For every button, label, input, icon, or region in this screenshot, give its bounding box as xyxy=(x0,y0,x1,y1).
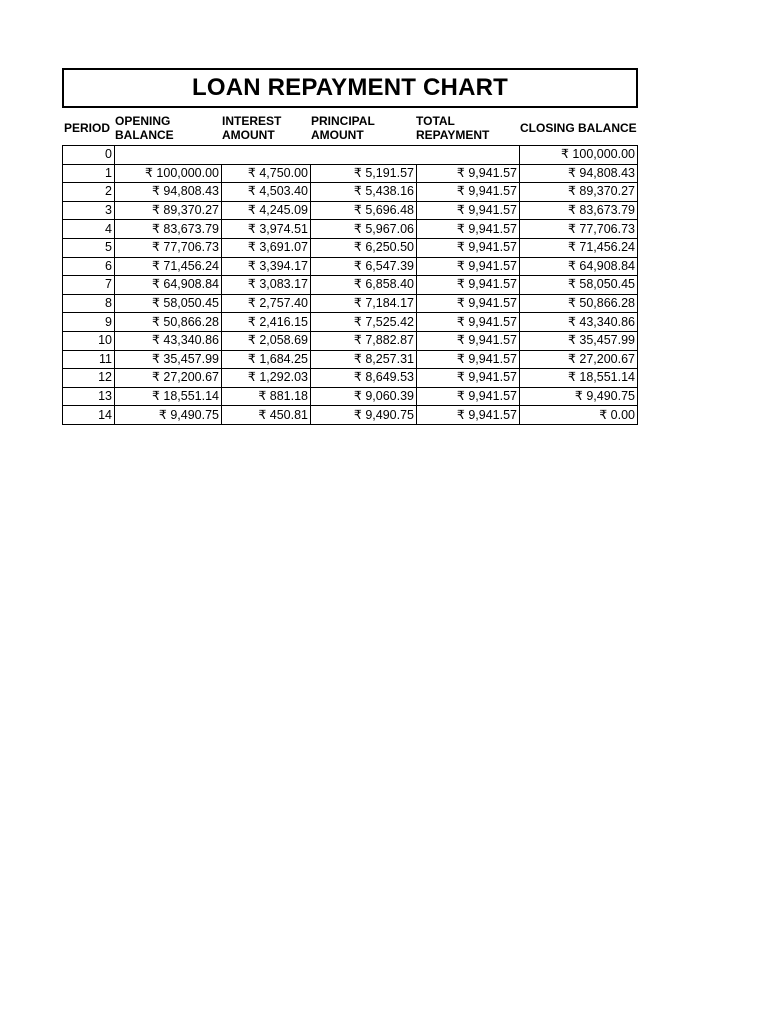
cell-principal-amount: ₹ 7,525.42 xyxy=(311,313,417,332)
cell-opening-balance: ₹ 50,866.28 xyxy=(115,313,222,332)
cell-empty xyxy=(222,146,311,165)
header-total-repayment: TOTAL REPAYMENT xyxy=(416,114,490,142)
page-title: LOAN REPAYMENT CHART xyxy=(191,74,508,101)
table-row xyxy=(63,350,638,369)
cell-total-repayment: ₹ 9,941.57 xyxy=(417,201,520,220)
cell-interest-amount: ₹ 2,058.69 xyxy=(222,331,311,350)
table-row xyxy=(63,164,638,183)
cell-closing-balance: ₹ 77,706.73 xyxy=(520,220,638,239)
cell-principal-amount: ₹ 9,060.39 xyxy=(311,387,417,406)
cell-total-repayment: ₹ 9,941.57 xyxy=(417,220,520,239)
cell-principal-amount: ₹ 5,967.06 xyxy=(311,220,417,239)
cell-interest-amount: ₹ 4,503.40 xyxy=(222,183,311,202)
cell-opening-balance: ₹ 58,050.45 xyxy=(115,294,222,313)
cell-total-repayment: ₹ 9,941.57 xyxy=(417,238,520,257)
table-row xyxy=(63,294,638,313)
cell-closing-balance: ₹ 18,551.14 xyxy=(520,369,638,388)
cell-total-repayment: ₹ 9,941.57 xyxy=(417,276,520,295)
cell-interest-amount: ₹ 450.81 xyxy=(222,406,311,425)
cell-period: 13 xyxy=(63,387,115,406)
cell-opening-balance: ₹ 71,456.24 xyxy=(115,257,222,276)
cell-interest-amount: ₹ 3,974.51 xyxy=(222,220,311,239)
cell-opening-balance: ₹ 64,908.84 xyxy=(115,276,222,295)
cell-period: 6 xyxy=(63,257,115,276)
cell-opening-balance: ₹ 83,673.79 xyxy=(115,220,222,239)
cell-principal-amount: ₹ 5,696.48 xyxy=(311,201,417,220)
repayment-table xyxy=(62,145,638,425)
table-row xyxy=(63,238,638,257)
header-closing-balance: CLOSING BALANCE xyxy=(520,121,637,135)
cell-interest-amount: ₹ 2,757.40 xyxy=(222,294,311,313)
table-row xyxy=(63,201,638,220)
cell-interest-amount: ₹ 3,083.17 xyxy=(222,276,311,295)
cell-principal-amount: ₹ 6,547.39 xyxy=(311,257,417,276)
cell-opening-balance: ₹ 43,340.86 xyxy=(115,331,222,350)
cell-opening-balance: ₹ 89,370.27 xyxy=(115,201,222,220)
table-row xyxy=(63,146,638,165)
cell-opening-balance: ₹ 35,457.99 xyxy=(115,350,222,369)
table-row xyxy=(63,387,638,406)
cell-total-repayment: ₹ 9,941.57 xyxy=(417,294,520,313)
cell-total-repayment: ₹ 9,941.57 xyxy=(417,331,520,350)
cell-principal-amount: ₹ 7,184.17 xyxy=(311,294,417,313)
header-interest-amount: INTEREST AMOUNT xyxy=(222,114,282,142)
cell-closing-balance: ₹ 100,000.00 xyxy=(520,146,638,165)
cell-opening-balance: ₹ 9,490.75 xyxy=(115,406,222,425)
cell-closing-balance: ₹ 0.00 xyxy=(520,406,638,425)
cell-period: 2 xyxy=(63,183,115,202)
cell-interest-amount: ₹ 3,394.17 xyxy=(222,257,311,276)
cell-opening-balance: ₹ 100,000.00 xyxy=(115,164,222,183)
cell-interest-amount: ₹ 3,691.07 xyxy=(222,238,311,257)
header-opening-balance: OPENING BALANCE xyxy=(115,114,174,142)
cell-period: 11 xyxy=(63,350,115,369)
cell-closing-balance: ₹ 58,050.45 xyxy=(520,276,638,295)
cell-total-repayment: ₹ 9,941.57 xyxy=(417,406,520,425)
table-row xyxy=(63,183,638,202)
cell-period: 10 xyxy=(63,331,115,350)
cell-interest-amount: ₹ 881.18 xyxy=(222,387,311,406)
cell-empty xyxy=(417,146,520,165)
cell-closing-balance: ₹ 43,340.86 xyxy=(520,313,638,332)
cell-period: 14 xyxy=(63,406,115,425)
cell-closing-balance: ₹ 94,808.43 xyxy=(520,164,638,183)
cell-period: 1 xyxy=(63,164,115,183)
cell-principal-amount: ₹ 8,649.53 xyxy=(311,369,417,388)
cell-interest-amount: ₹ 1,684.25 xyxy=(222,350,311,369)
cell-total-repayment: ₹ 9,941.57 xyxy=(417,313,520,332)
cell-closing-balance: ₹ 9,490.75 xyxy=(520,387,638,406)
cell-total-repayment: ₹ 9,941.57 xyxy=(417,350,520,369)
cell-principal-amount: ₹ 8,257.31 xyxy=(311,350,417,369)
cell-closing-balance: ₹ 71,456.24 xyxy=(520,238,638,257)
cell-period: 7 xyxy=(63,276,115,295)
cell-closing-balance: ₹ 27,200.67 xyxy=(520,350,638,369)
column-headers xyxy=(62,110,638,146)
table-row xyxy=(63,369,638,388)
table-row xyxy=(63,313,638,332)
cell-interest-amount: ₹ 2,416.15 xyxy=(222,313,311,332)
cell-closing-balance: ₹ 83,673.79 xyxy=(520,201,638,220)
table-row xyxy=(63,406,638,425)
cell-total-repayment: ₹ 9,941.57 xyxy=(417,257,520,276)
cell-empty xyxy=(115,146,222,165)
cell-principal-amount: ₹ 6,250.50 xyxy=(311,238,417,257)
cell-principal-amount: ₹ 5,191.57 xyxy=(311,164,417,183)
cell-principal-amount: ₹ 5,438.16 xyxy=(311,183,417,202)
cell-opening-balance: ₹ 77,706.73 xyxy=(115,238,222,257)
cell-opening-balance: ₹ 27,200.67 xyxy=(115,369,222,388)
cell-principal-amount: ₹ 7,882.87 xyxy=(311,331,417,350)
cell-closing-balance: ₹ 50,866.28 xyxy=(520,294,638,313)
cell-closing-balance: ₹ 64,908.84 xyxy=(520,257,638,276)
cell-empty xyxy=(311,146,417,165)
cell-total-repayment: ₹ 9,941.57 xyxy=(417,183,520,202)
title-box xyxy=(62,68,638,108)
cell-period: 4 xyxy=(63,220,115,239)
cell-closing-balance: ₹ 89,370.27 xyxy=(520,183,638,202)
header-principal-amount: PRINCIPAL AMOUNT xyxy=(311,114,375,142)
cell-opening-balance: ₹ 18,551.14 xyxy=(115,387,222,406)
header-period: PERIOD xyxy=(64,121,111,135)
cell-period: 8 xyxy=(63,294,115,313)
cell-closing-balance: ₹ 35,457.99 xyxy=(520,331,638,350)
cell-interest-amount: ₹ 4,245.09 xyxy=(222,201,311,220)
cell-principal-amount: ₹ 6,858.40 xyxy=(311,276,417,295)
cell-period: 5 xyxy=(63,238,115,257)
table-row xyxy=(63,257,638,276)
table-row xyxy=(63,331,638,350)
cell-interest-amount: ₹ 1,292.03 xyxy=(222,369,311,388)
cell-period: 9 xyxy=(63,313,115,332)
cell-total-repayment: ₹ 9,941.57 xyxy=(417,369,520,388)
cell-total-repayment: ₹ 9,941.57 xyxy=(417,164,520,183)
cell-period: 0 xyxy=(63,146,115,165)
cell-opening-balance: ₹ 94,808.43 xyxy=(115,183,222,202)
cell-total-repayment: ₹ 9,941.57 xyxy=(417,387,520,406)
table-row xyxy=(63,220,638,239)
cell-period: 12 xyxy=(63,369,115,388)
cell-interest-amount: ₹ 4,750.00 xyxy=(222,164,311,183)
table-row xyxy=(63,276,638,295)
cell-period: 3 xyxy=(63,201,115,220)
cell-principal-amount: ₹ 9,490.75 xyxy=(311,406,417,425)
